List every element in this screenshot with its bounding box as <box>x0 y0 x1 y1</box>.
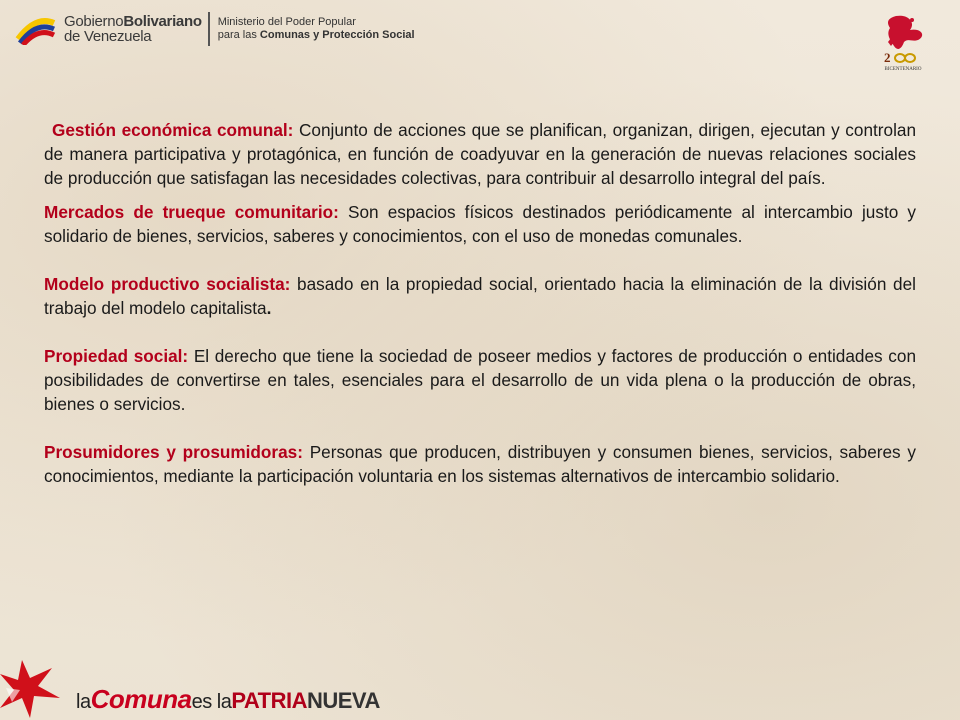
definition-term: Modelo productivo socialista: <box>44 274 291 294</box>
header-divider <box>208 12 210 46</box>
bicentenario-label: BICENTENARIO <box>884 67 922 72</box>
definition-tail: . <box>266 298 272 318</box>
definition-text: Conjunto de acciones que se planifican, organizan, dirigen, ejecutan y controlan de manera participativa y protagónica, en función de coadyuvar en la generación de nuevas relaciones sociales de producción que satisfagan las necesidades colectivas, para contribuir al desarrollo integral del país. <box>44 120 917 188</box>
definition-text: basado en la propiedad social, orientado hacia la eliminación de la división del trabajo del modelo capitalista <box>44 274 916 318</box>
venezuela-flag-icon <box>14 13 58 45</box>
slogan-comuna: Comuna <box>90 684 192 714</box>
government-name <box>64 14 202 44</box>
definition-item <box>44 200 916 248</box>
definition-item <box>44 118 916 190</box>
ministry-line2-bold: Comunas y Protección Social <box>259 29 415 41</box>
slogan <box>76 684 380 715</box>
definition-term: Propiedad social: <box>44 346 189 366</box>
gov-name-part2: Bolivariano <box>123 13 202 30</box>
bicentenario-logo-icon <box>868 12 938 72</box>
definition-item <box>44 344 916 416</box>
definition-term: Prosumidores y prosumidoras: <box>44 442 303 462</box>
header <box>0 0 960 80</box>
definition-item <box>44 440 916 488</box>
definition-text: Son espacios físicos destinados periódicamente al intercambio justo y solidario de bienes, servicios, saberes y conocimientos, con el uso de monedas comunales. <box>44 202 917 246</box>
definition-term: Gestión económica comunal: <box>52 120 294 140</box>
gov-name-part1: Gobierno <box>64 13 124 30</box>
ministry-line1: Ministerio del Poder Popular <box>217 16 356 28</box>
slogan-es-la: es la <box>191 691 232 713</box>
definitions-list <box>44 118 916 498</box>
slogan-la: la <box>76 691 91 713</box>
ministry-line2-prefix: para las <box>217 29 260 41</box>
red-star-splash-icon <box>0 654 70 718</box>
definition-text: Personas que producen, distribuyen y consumen bienes, servicios, saberes y conocimientos, mediante la participación voluntaria en los sistemas alternativos de intercambio solidario. <box>44 442 916 486</box>
definition-item <box>44 272 916 320</box>
svg-text:2: 2 <box>884 50 891 65</box>
footer <box>0 648 960 720</box>
definition-term: Mercados de trueque comunitario: <box>44 202 339 222</box>
government-logo <box>14 12 415 46</box>
definition-text: El derecho que tiene la sociedad de poseer medios y factores de producción o entidades con posibilidades de convertirse en tales, esenciales para el desarrollo de un vida plena o la producción de obras, bienes o servicios. <box>44 346 917 414</box>
slogan-patria: PATRIA <box>231 688 307 713</box>
gov-name-line2: de Venezuela <box>64 28 152 45</box>
ministry-name <box>218 16 415 42</box>
slogan-nueva: NUEVA <box>306 688 380 713</box>
